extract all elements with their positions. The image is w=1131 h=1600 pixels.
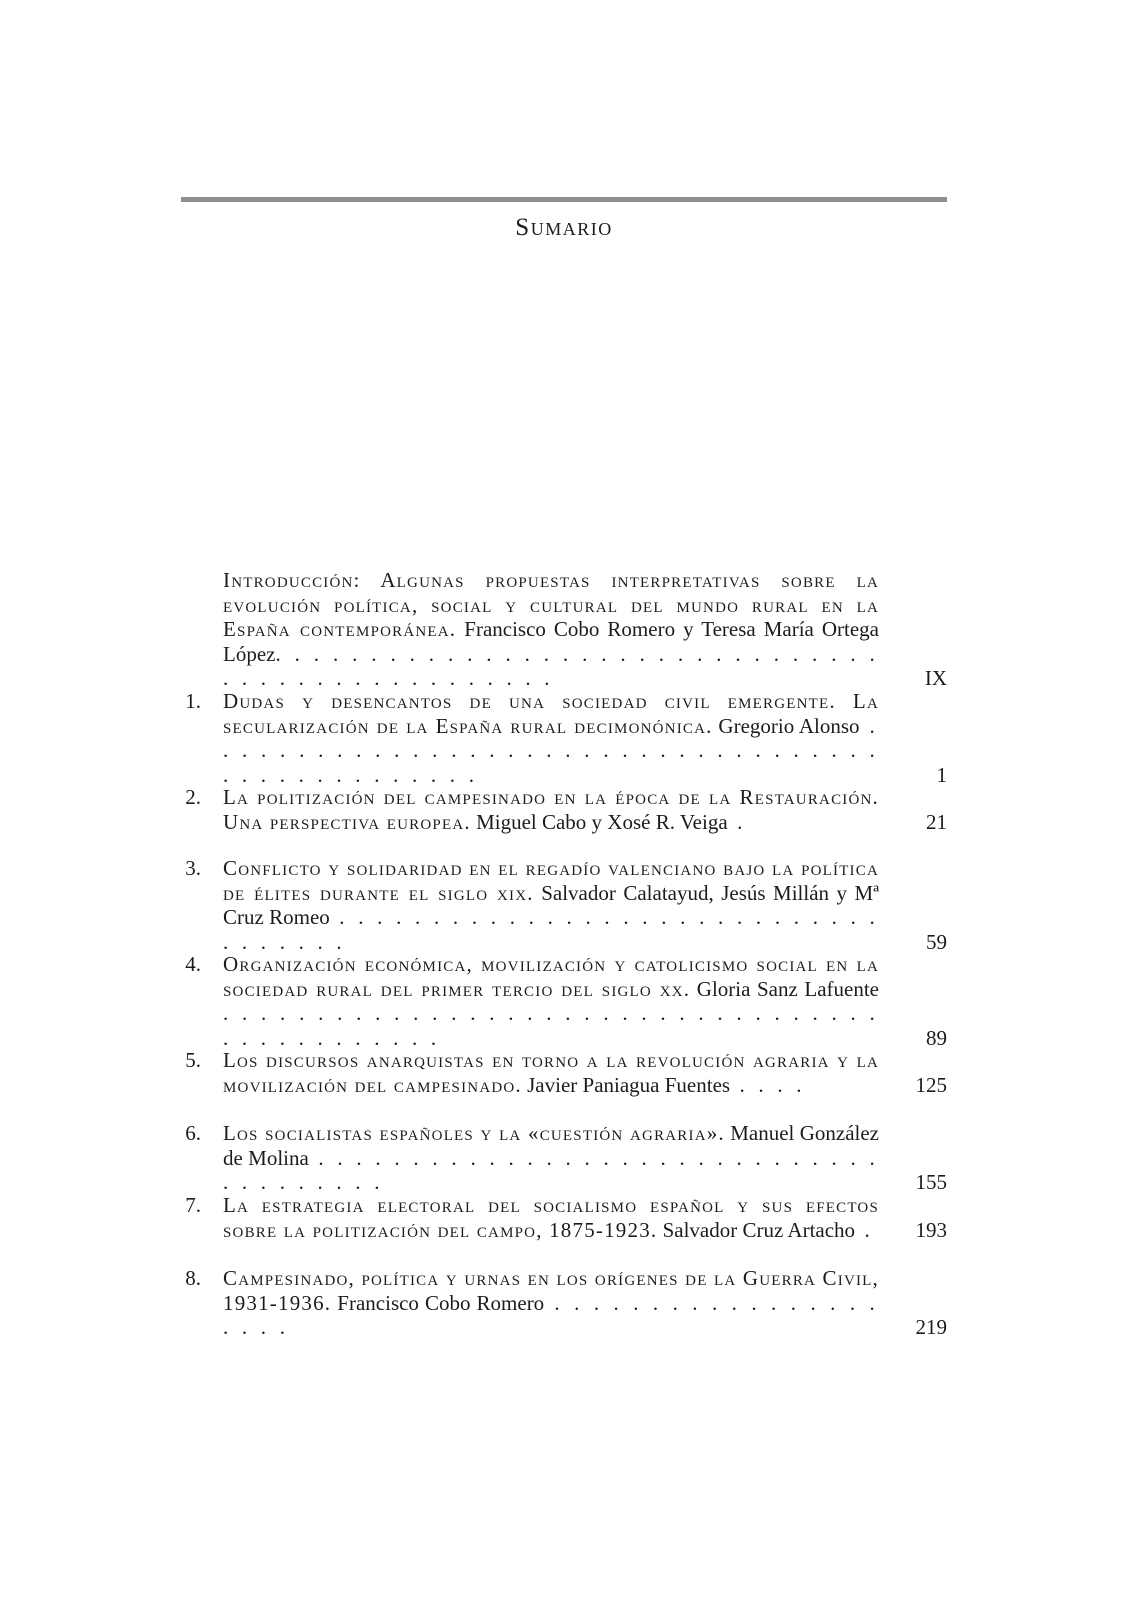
toc-entry-4[interactable] <box>181 952 947 1050</box>
entry-number: 7. <box>185 1193 201 1217</box>
toc-entry-8[interactable] <box>181 1266 947 1340</box>
entry-page-number: 193 <box>915 1217 947 1242</box>
toc-entry-1[interactable] <box>181 689 947 787</box>
entry-heading: Conflicto y solidaridad en el regadío valenciano bajo la política de élites durante el siglo xix. <box>223 856 879 905</box>
entry-author: Gloria Sanz Lafuente <box>690 976 879 1001</box>
entry-author: Gregorio Alonso <box>712 713 860 738</box>
entry-number: 3. <box>185 856 201 880</box>
entry-heading: Dudas y desencantos de una sociedad civil emergente. La secularización de la España rural decimonónica. <box>223 689 879 738</box>
dot-leader: . . . . . . . . . . . . . . . . . . . . . . . . . . . . . . . . . . . . <box>223 905 879 954</box>
dot-leader: . . . . . . . . . . . . . . . . . . . . . . . . . . . . . . . . . . . . . . . . . . . . . . . <box>223 1001 879 1050</box>
entry-page-number: 125 <box>915 1072 947 1097</box>
dot-leader: . . . . . . . . . . . . . . . . . . . . . . . . . . . . . . . . . . . . . . . <box>223 1145 880 1194</box>
toc-entry-2[interactable] <box>181 785 947 834</box>
entry-number: 5. <box>185 1048 201 1072</box>
entry-heading: Introducción: Algunas propuestas interpretativas sobre la evolución política, social y cultural del mundo rural en la España contemporánea. <box>223 568 879 641</box>
dot-leader: . . . . . . . . . . . . . . . . . . . . . <box>223 1290 879 1339</box>
entry-page-number: IX <box>924 666 947 690</box>
dot-leader: . . . . <box>730 1072 806 1097</box>
entry-number: 4. <box>185 952 201 976</box>
entry-page-number: 219 <box>915 1315 947 1339</box>
entry-page-number: 1 <box>936 762 947 787</box>
dot-leader: . <box>727 809 747 834</box>
entry-author: Francisco Cobo Romero <box>331 1290 545 1315</box>
entry-author: Manuel González de Molina <box>223 1121 879 1170</box>
entry-heading: Los socialistas españoles y la «cuestión agraria». <box>223 1121 725 1145</box>
dot-leader: . <box>855 1217 874 1242</box>
entry-page-number: 155 <box>915 1170 947 1194</box>
entry-heading: Campesinado, política y urnas en los orígenes de la Guerra Civil, 1931-1936. <box>223 1266 879 1315</box>
entry-page-number: 59 <box>926 929 947 954</box>
entry-author: Francisco Cobo Romero y Teresa María Ortega López <box>223 617 879 666</box>
toc-entry-7[interactable] <box>181 1193 947 1242</box>
entry-author: Javier Paniagua Fuentes <box>521 1072 731 1097</box>
dot-leader: . . . . . . . . . . . . . . . . . . . . . . . . . . . . . . . . . . . . . . . . . . . . . . . . . . <box>223 641 879 690</box>
entry-author: Salvador Cruz Artacho <box>657 1217 856 1242</box>
entry-heading: Los discursos anarquistas en torno a la revolución agraria y la movilización del campesinado. <box>223 1048 879 1097</box>
entry-number: 8. <box>185 1266 201 1290</box>
entry-number: 6. <box>185 1121 201 1145</box>
toc-entry-5[interactable] <box>181 1048 947 1097</box>
entry-heading: La politización del campesinado en la época de la Restauración. Una perspectiva europea. <box>223 785 879 834</box>
entry-author: Miguel Cabo y Xosé R. Veiga <box>470 809 728 834</box>
entry-number: 1. <box>185 689 201 713</box>
entry-page-number: 89 <box>926 1025 947 1050</box>
entry-page-number: 21 <box>926 809 947 834</box>
entry-author: Salvador Calatayud, Jesús Millán y Mª Cruz Romeo <box>223 880 879 929</box>
page-title: Sumario <box>515 214 613 241</box>
toc-entry-3[interactable] <box>181 856 947 954</box>
toc-entry-6[interactable] <box>181 1121 947 1195</box>
entry-heading: La estrategia electoral del socialismo español y sus efectos sobre la politización del campo, 1875-1923. <box>223 1193 879 1242</box>
entry-number: 2. <box>185 785 201 809</box>
dot-leader: . . . . . . . . . . . . . . . . . . . . . . . . . . . . . . . . . . . . . . . . . . . . . . . . . . <box>223 713 879 787</box>
entry-heading: Organización económica, movilización y catolicismo social en la sociedad rural del primer tercio del siglo xx. <box>223 952 879 1001</box>
toc-entry-introduction[interactable] <box>181 568 947 691</box>
header-rule <box>181 197 947 202</box>
